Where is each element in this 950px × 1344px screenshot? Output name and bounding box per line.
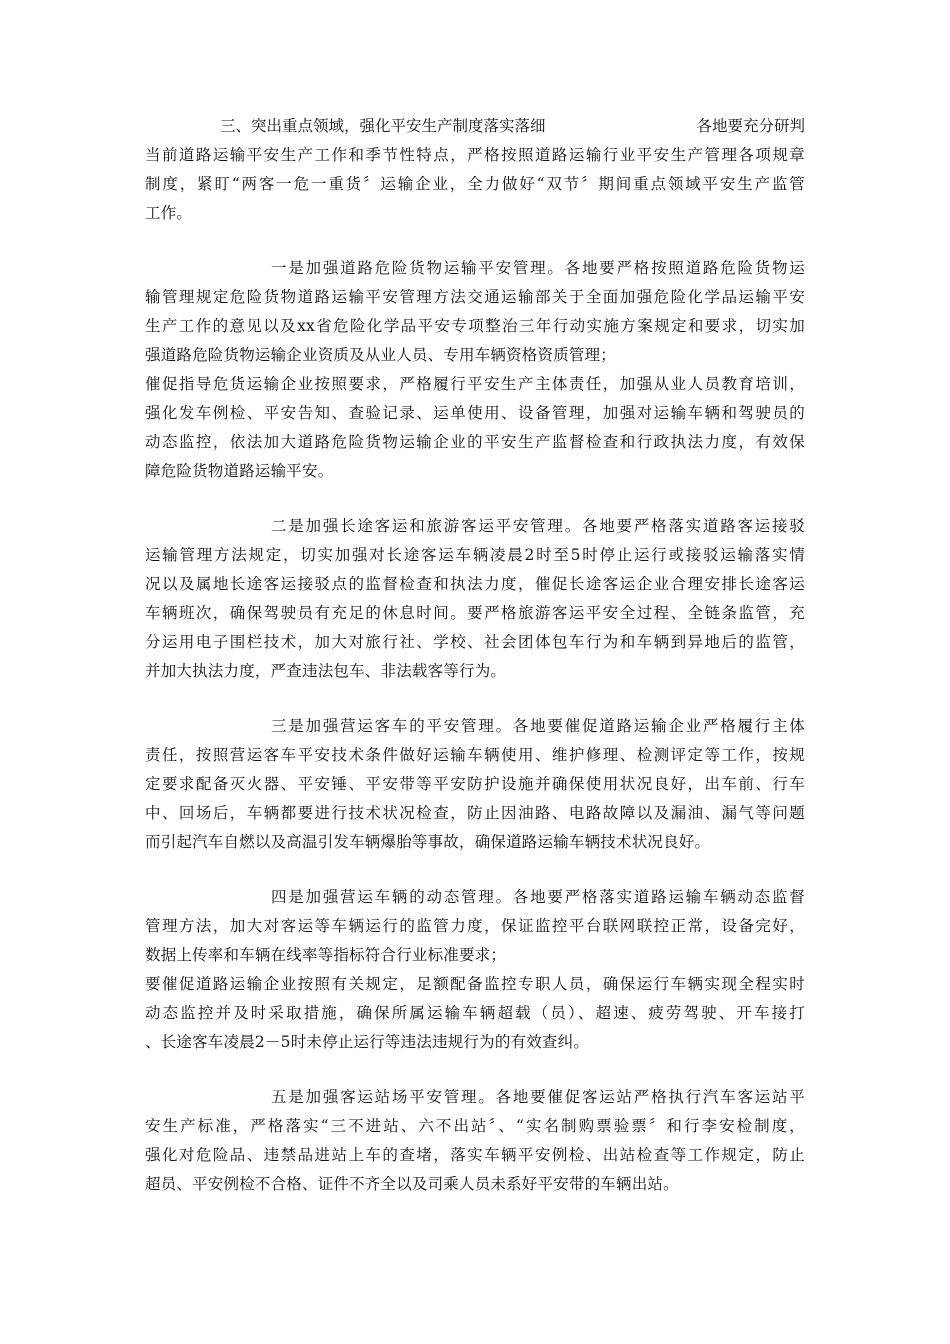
paragraph-line: 障危险货物道路运输平安。 xyxy=(145,462,334,480)
paragraph-line: 定要求配备灭火器、平安锤、平安带等平安防护设施并确保使用状况良好，出车前、行车 xyxy=(145,775,805,793)
paragraph-line: 、长途客车凌晨2－5时未停止运行等违法违规行为的有效查纠。 xyxy=(145,1033,590,1051)
item-5-paragraph xyxy=(145,1083,805,1199)
paragraph-line: 数据上传率和车辆在线率等指标符合行业标准要求； xyxy=(145,946,507,964)
paragraph-line: 强化对危险品、违禁品进站上车的查堵，落实车辆平安例检、出站检查等工作规定，防止 xyxy=(145,1146,805,1164)
section-3-heading: 三、突出重点领域，强化平安生产制度落实落细 xyxy=(220,117,546,135)
paragraph-line: 动态监控，依法加大道路危险货物运输企业的平安生产监督检查和行政执法力度，有效保 xyxy=(145,433,805,451)
paragraph-line: 当前道路运输平安生产工作和季节性特点，严格按照道路运输行业平安生产管理各项规章 xyxy=(145,146,805,164)
item-1-paragraph xyxy=(145,254,805,486)
section-3-heading-tail: 各地要充分研判 xyxy=(696,117,805,135)
paragraph-line: 超员、平安例检不合格、证件不齐全以及司乘人员未系好平安带的车辆出站。 xyxy=(145,1175,679,1193)
paragraph-line: 况以及属地长途客运接驳点的监督检查和执法力度，催促长途客运企业合理安排长途客运 xyxy=(145,575,805,593)
paragraph-line: 二是加强长途客运和旅游客运平安管理。各地要严格落实道路客运接驳 xyxy=(271,517,805,535)
paragraph-line: 强道路危险货物运输企业资质及从业人员、专用车辆资格资质管理； xyxy=(145,346,617,364)
paragraph-line: 工作。 xyxy=(145,204,193,222)
paragraph-line: 五是加强客运站场平安管理。各地要催促客运站严格执行汽车客运站平 xyxy=(271,1088,805,1106)
paragraph-line: 责任，按照营运客车平安技术条件做好运输车辆使用、维护修理、检测评定等工作，按规 xyxy=(145,746,805,764)
paragraph-line: 车辆班次，确保驾驶员有充足的休息时间。要严格旅游客运平安全过程、全链条监管，充 xyxy=(145,604,805,622)
paragraph-line: 中、回场后，车辆都要进行技术状况检查，防止因油路、电路故障以及漏油、漏气等问题 xyxy=(145,804,805,822)
paragraph-line: 并加大执法力度，严查违法包车、非法载客等行为。 xyxy=(145,662,507,680)
paragraph-line: 四是加强营运车辆的动态管理。各地要严格落实道路运输车辆动态监督 xyxy=(271,888,805,906)
paragraph-line: 管理方法，加大对客运等车辆运行的监管力度，保证监控平台联网联控正常，设备完好， xyxy=(145,917,805,935)
paragraph-line: 动态监控并及时采取措施，确保所属运输车辆超载（员）、超速、疲劳驾驶、开车接打 xyxy=(145,1004,805,1022)
paragraph-line: 而引起汽车自燃以及高温引发车辆爆胎等事故，确保道路运输车辆技术状况良好。 xyxy=(145,833,711,851)
paragraph-line: 安生产标准，严格落实“三不进站、六不出站〞、“实名制购票验票〞和行李安检制度， xyxy=(145,1117,805,1135)
document-body xyxy=(145,112,805,1225)
section-3-paragraph xyxy=(145,112,805,228)
paragraph-line: 要催促道路运输企业按照有关规定，足额配备监控专职人员，确保运行车辆实现全程实时 xyxy=(145,975,805,993)
paragraph-line: 三是加强营运客车的平安管理。各地要催促道路运输企业严格履行主体 xyxy=(271,717,805,735)
section-3-first-line xyxy=(145,112,805,141)
paragraph-line: 一是加强道路危险货物运输平安管理。各地要严格按照道路危险货物运 xyxy=(271,259,805,277)
item-3-paragraph xyxy=(145,712,805,857)
paragraph-line: 输管理规定危险货物道路运输平安管理方法交通运输部关于全面加强危险化学品运输平安 xyxy=(145,288,805,306)
paragraph-line: 分运用电子围栏技术，加大对旅行社、学校、社会团体包车行为和车辆到异地后的监管， xyxy=(145,633,805,651)
paragraph-line: 强化发车例检、平安告知、查验记录、运单使用、设备管理，加强对运输车辆和驾驶员的 xyxy=(145,404,805,422)
item-4-paragraph xyxy=(145,883,805,1057)
paragraph-line: 催促指导危货运输企业按照要求，严格履行平安生产主体责任，加强从业人员教育培训， xyxy=(145,375,805,393)
item-2-paragraph xyxy=(145,512,805,686)
paragraph-line: 生产工作的意见以及xx省危险化学品平安专项整治三年行动实施方案规定和要求，切实加 xyxy=(145,317,805,335)
paragraph-line: 运输管理方法规定，切实加强对长途客运车辆凌晨2时至5时停止运行或接驳运输落实情 xyxy=(145,546,805,564)
paragraph-line: 制度，紧盯“两客一危一重货〞运输企业，全力做好“双节〞期间重点领域平安生产监管 xyxy=(145,175,805,193)
